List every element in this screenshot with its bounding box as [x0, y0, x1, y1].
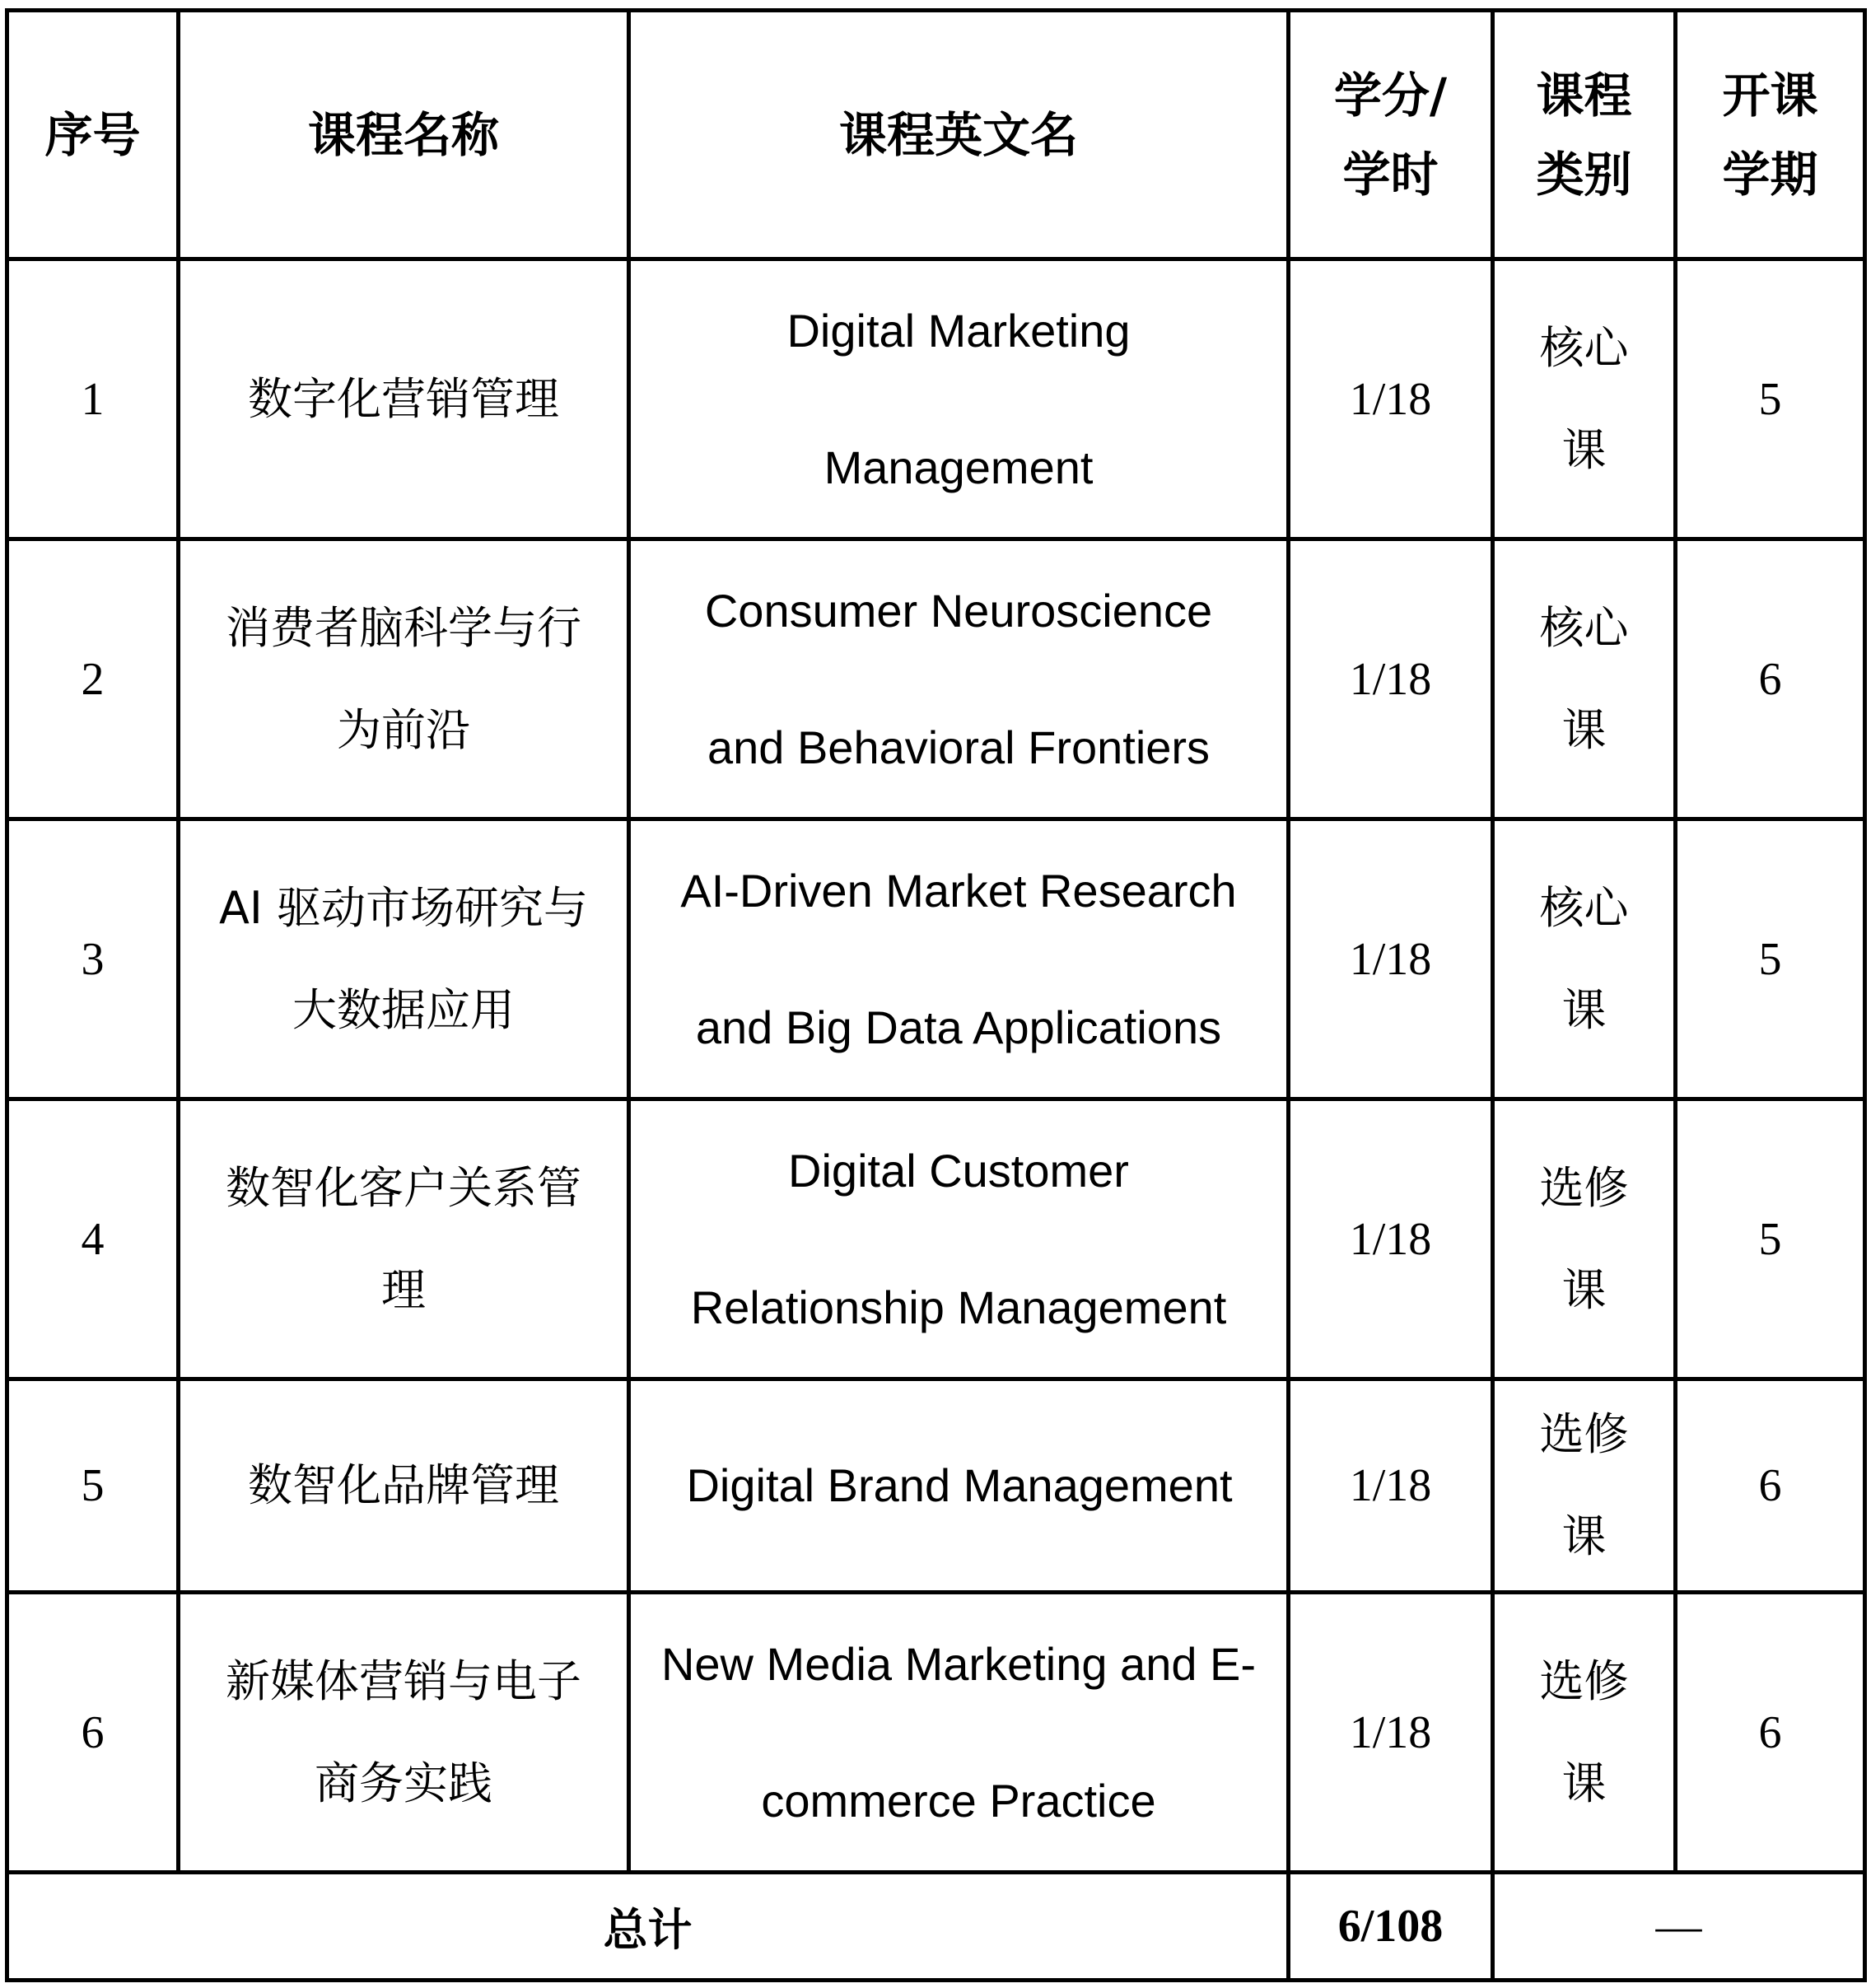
course-name: [179, 259, 629, 539]
course-name: [179, 819, 629, 1099]
semester: 5: [1676, 1099, 1865, 1379]
row-no: 1: [7, 259, 179, 539]
course-name-text: 数字化营销管理: [248, 372, 559, 425]
header-english-name: 课程英文名: [629, 11, 1289, 259]
header-course-name: 课程名称: [179, 11, 629, 259]
header-row: [7, 11, 1865, 259]
header-credit-hours: [1289, 11, 1493, 259]
course-english-name-text: Digital Customer Relationship Management: [690, 1144, 1227, 1333]
table-row: [7, 1593, 1865, 1873]
course-name-text: 新媒体营销与电子商务实践: [226, 1654, 581, 1809]
course-english-name: [629, 539, 1289, 819]
row-no: 4: [7, 1099, 179, 1379]
header-category-line1: 课程: [1536, 67, 1632, 124]
course-english-name-text: AI-Driven Market Research and Big Data Applications: [680, 864, 1237, 1053]
course-name: [179, 1379, 629, 1593]
table-row: [7, 539, 1865, 819]
total-row: [7, 1873, 1865, 1981]
semester: 5: [1676, 819, 1865, 1099]
credit-hours: 1/18: [1289, 259, 1493, 539]
course-table: [5, 8, 1867, 1982]
course-category-text: 选修课: [1539, 1654, 1629, 1809]
table-row: [7, 819, 1865, 1099]
semester: 5: [1676, 259, 1865, 539]
course-english-name-text: Consumer Neuroscience and Behavioral Frontiers: [704, 584, 1213, 773]
credit-hours: 1/18: [1289, 1099, 1493, 1379]
row-no: 2: [7, 539, 179, 819]
header-semester-line1: 开课: [1722, 67, 1818, 124]
course-english-name-text: Digital Marketing Management: [786, 304, 1131, 493]
header-semester: [1676, 11, 1865, 259]
course-english-name: [629, 1099, 1289, 1379]
row-no: 6: [7, 1593, 179, 1873]
semester: 6: [1676, 539, 1865, 819]
course-category: [1493, 259, 1676, 539]
course-english-name-text: New Media Marketing and E-commerce Practice: [660, 1637, 1257, 1827]
total-label: 总计: [7, 1873, 1289, 1981]
course-name-text: 消费者脑科学与行为前沿: [226, 601, 581, 756]
header-credit-line1: 学分/: [1333, 67, 1448, 124]
course-name-text: AI 驱动市场研究与大数据应用: [218, 881, 589, 1036]
course-name-text: 数智化客户关系管理: [226, 1161, 581, 1316]
semester: 6: [1676, 1379, 1865, 1593]
table-row: [7, 1379, 1865, 1593]
table-row: [7, 259, 1865, 539]
header-no: 序号: [7, 11, 179, 259]
header-semester-line2: 学期: [1722, 146, 1818, 203]
course-category: [1493, 1593, 1676, 1873]
table-row: [7, 1099, 1865, 1379]
course-name: [179, 1593, 629, 1873]
course-english-name: [629, 259, 1289, 539]
credit-hours: 1/18: [1289, 1379, 1493, 1593]
course-category: [1493, 819, 1676, 1099]
course-english-name-text: Digital Brand Management: [686, 1459, 1233, 1511]
course-category-text: 选修课: [1539, 1161, 1629, 1316]
course-english-name: [629, 1379, 1289, 1593]
total-semester: —: [1493, 1873, 1865, 1981]
course-category-text: 核心课: [1539, 881, 1629, 1036]
course-name: [179, 539, 629, 819]
course-category-text: 核心课: [1539, 601, 1629, 756]
course-category: [1493, 1099, 1676, 1379]
row-no: 5: [7, 1379, 179, 1593]
header-category: [1493, 11, 1676, 259]
credit-hours: 1/18: [1289, 1593, 1493, 1873]
course-english-name: [629, 1593, 1289, 1873]
course-category-text: 核心课: [1539, 321, 1629, 476]
total-credit-hours: 6/108: [1289, 1873, 1493, 1981]
credit-hours: 1/18: [1289, 819, 1493, 1099]
course-name: [179, 1099, 629, 1379]
course-category-text: 选修课: [1539, 1408, 1629, 1562]
row-no: 3: [7, 819, 179, 1099]
credit-hours: 1/18: [1289, 539, 1493, 819]
header-category-line2: 类别: [1536, 146, 1632, 203]
course-category: [1493, 539, 1676, 819]
semester: 6: [1676, 1593, 1865, 1873]
course-name-text: 数智化品牌管理: [248, 1459, 559, 1511]
course-english-name: [629, 819, 1289, 1099]
course-category: [1493, 1379, 1676, 1593]
header-credit-line2: 学时: [1342, 146, 1439, 203]
